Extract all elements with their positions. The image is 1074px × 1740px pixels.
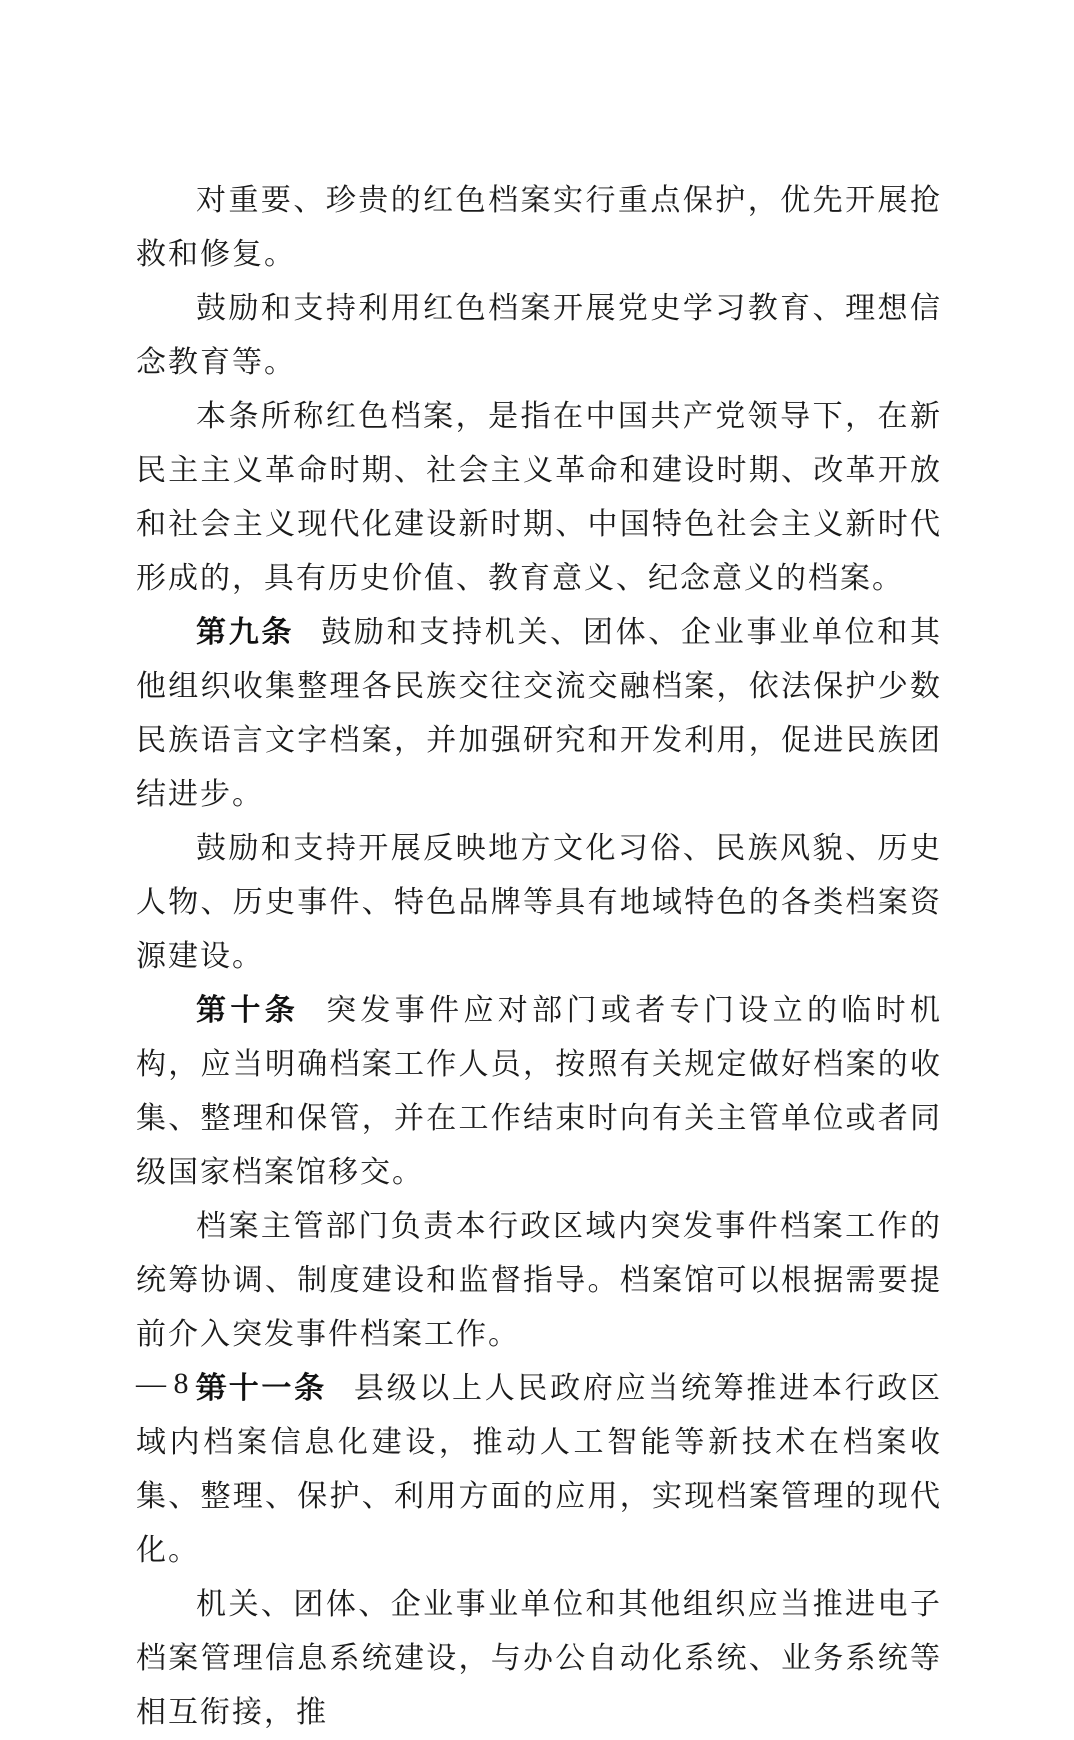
paragraph-text: 鼓励和支持开展反映地方文化习俗、民族风貌、历史人物、历史事件、特色品牌等具有地域特色的各类档案资源建设。 [136,831,942,974]
paragraph [136,822,942,984]
paragraph-text: 鼓励和支持利用红色档案开展党史学习教育、理想信念教育等。 [136,291,942,380]
page-number: — 8 — [136,1367,226,1400]
paragraph-text: 突发事件应对部门或者专门设立的临时机构，应当明确档案工作人员，按照有关规定做好档案的收集、整理和保管，并在工作结束时向有关主管单位或者同级国家档案馆移交。 [136,993,943,1190]
paragraph-text: 本条所称红色档案，是指在中国共产党领导下，在新民主主义革命时期、社会主义革命和建设时期、改革开放和社会主义现代化建设新时期、中国特色社会主义新时代形成的，具有历史价值、教育意义、纪念意义的档案。 [136,399,942,596]
paragraph [136,984,942,1200]
paragraph [136,1362,942,1578]
article-heading: 第十一条 [196,1371,327,1406]
paragraph [136,1578,942,1740]
paragraph [136,282,942,390]
paragraph-text: 档案主管部门负责本行政区域内突发事件档案工作的统筹协调、制度建设和监督指导。档案馆可以根据需要提前介入突发事件档案工作。 [136,1209,942,1352]
paragraph [136,606,942,822]
paragraph [136,174,942,282]
paragraph-text: 机关、团体、企业事业单位和其他组织应当推进电子档案管理信息系统建设，与办公自动化系统、业务系统等相互衔接，推 [136,1587,942,1730]
paragraph [136,1200,942,1362]
paragraph-text: 对重要、珍贵的红色档案实行重点保护，优先开展抢救和修复。 [136,183,942,272]
article-heading: 第九条 [196,615,295,650]
paragraph-text: 鼓励和支持机关、团体、企业事业单位和其他组织收集整理各民族交往交流交融档案，依法保护少数民族语言文字档案，并加强研究和开发利用，促进民族团结进步。 [136,615,943,812]
paragraph [136,390,942,606]
article-heading: 第十条 [196,993,300,1028]
document-body [136,174,942,1740]
paragraph-text: 县级以上人民政府应当统筹推进本行政区域内档案信息化建设，推动人工智能等新技术在档案收集、整理、保护、利用方面的应用，实现档案管理的现代化。 [136,1371,943,1568]
